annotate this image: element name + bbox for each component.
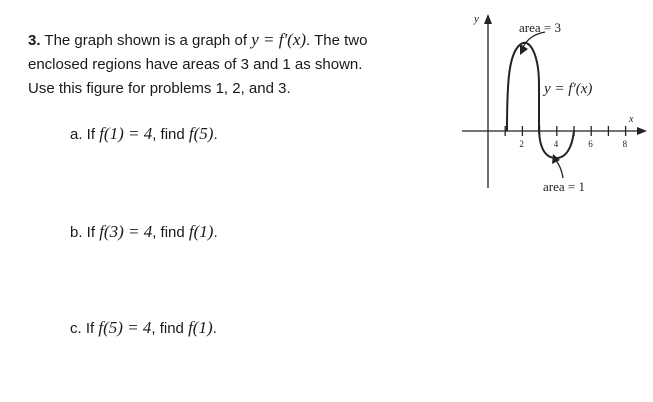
area-value-2: 1 [282, 56, 291, 73]
area-bottom-label: area = 1 [543, 179, 585, 194]
part-b-mid: , find [152, 224, 189, 241]
area-value-1: 3 [240, 56, 249, 73]
derivative-equation: y = f′(x) [251, 30, 307, 49]
part-a-label: a. If [70, 126, 100, 143]
part-c-end: . [212, 320, 217, 337]
part-b-find: f(1) [188, 222, 214, 241]
area-top-label: area = 3 [519, 20, 561, 35]
y-axis-label: y [474, 13, 479, 25]
area-bottom-pointer [556, 160, 563, 178]
problem-line2-and: and [248, 56, 283, 73]
part-a-end: . [213, 126, 218, 143]
x-tick-label: 8 [622, 139, 628, 149]
part-c-find: f(1) [188, 318, 213, 337]
problem-line2-post: as shown. [290, 56, 363, 73]
part-a-find: f(5) [188, 124, 214, 143]
problem-number: 3. [28, 32, 41, 49]
x-tick-labels [519, 139, 627, 149]
part-b-end: . [213, 224, 218, 241]
part-c-given: f(5) = 4 [98, 318, 152, 337]
problem-line2-pre: enclosed regions have areas of [28, 56, 241, 73]
x-axis-arrow [637, 127, 647, 135]
curve-label: y = f′(x) [544, 81, 593, 97]
part-c-label: c. If [70, 320, 99, 337]
problem-line1-pre: The graph shown is a graph of [40, 32, 252, 49]
y-axis-arrow [484, 14, 492, 24]
part-a-mid: , find [152, 126, 189, 143]
problem-line1-post: . The two [306, 32, 368, 49]
part-c-mid: , find [151, 320, 189, 337]
problem-line-3: Use this figure for problems 1, 2, and 3. [28, 80, 291, 97]
area-bottom-arrowhead [552, 154, 560, 164]
x-tick-label: 6 [588, 139, 593, 149]
x-axis-label: x [629, 114, 634, 125]
derivative-curve [507, 43, 574, 158]
x-tick-label: 2 [519, 139, 524, 149]
part-a-given: f(1) = 4 [99, 124, 153, 143]
part-b-label: b. If [70, 224, 100, 241]
part-b-given: f(3) = 4 [99, 222, 153, 241]
x-tick-label: 4 [553, 139, 559, 149]
